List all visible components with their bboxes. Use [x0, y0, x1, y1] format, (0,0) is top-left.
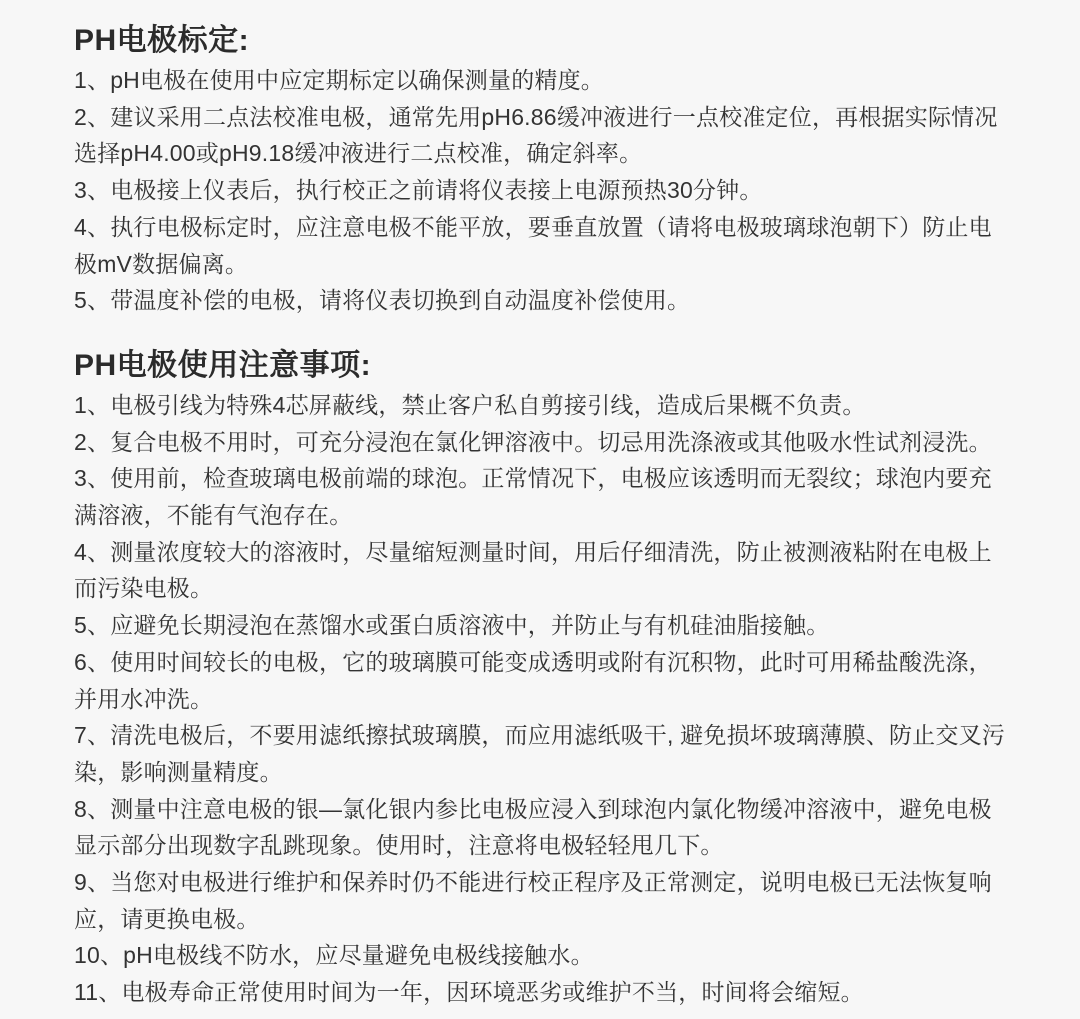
instruction-item: 11、电极寿命正常使用时间为一年，因环境恶劣或维护不当，时间将会缩短。: [74, 979, 864, 1006]
instruction-item: 3、使用前，检查玻璃电极前端的球泡。正常情况下，电极应该透明而无裂纹；球泡内要充满溶液，不能有气泡存在。: [74, 465, 992, 529]
section-precautions: [74, 345, 1014, 1011]
section-calibration: [74, 20, 1014, 319]
instruction-item: 1、电极引线为特殊4芯屏蔽线，禁止客户私自剪接引线，造成后果概不负责。: [74, 391, 866, 418]
instruction-list: [74, 387, 1014, 1011]
instruction-item: 7、清洗电极后，不要用滤纸擦拭玻璃膜，而应用滤纸吸干, 避免损坏玻璃薄膜、防止交叉污染，影响测量精度。: [74, 722, 1005, 785]
instruction-item: 6、使用时间较长的电极，它的玻璃膜可能变成透明或附有沉积物，此时可用稀盐酸洗涤，并用水冲洗。: [74, 648, 992, 712]
instruction-item: 2、复合电极不用时，可充分浸泡在氯化钾溶液中。切忌用洗涤液或其他吸水性试剂浸洗。: [74, 428, 992, 455]
instruction-item: 9、当您对电极进行维护和保养时仍不能进行校正程序及正常测定，说明电极已无法恢复响应，请更换电极。: [74, 869, 992, 932]
section-title: PH电极标定:: [74, 24, 250, 57]
instruction-item: 4、测量浓度较大的溶液时，尽量缩短测量时间，用后仔细清洗，防止被测液粘附在电极上而污染电极。: [74, 538, 992, 602]
section-title: PH电极使用注意事项:: [74, 348, 372, 382]
instruction-item: 1、pH电极在使用中应定期标定以确保测量的精度。: [74, 67, 604, 93]
instruction-item: 4、执行电极标定时，应注意电极不能平放，要垂直放置（请将电极玻璃球泡朝下）防止电极mV数据偏离。: [74, 213, 992, 277]
instruction-item: 10、pH电极线不防水，应尽量避免电极线接触水。: [74, 942, 594, 969]
instruction-item: 5、应避免长期浸泡在蒸馏水或蛋白质溶液中，并防止与有机硅油脂接触。: [74, 612, 830, 639]
instruction-item: 5、带温度补偿的电极，请将仪表切换到自动温度补偿使用。: [74, 287, 691, 314]
instruction-list: [74, 62, 1014, 319]
instruction-item: 3、电极接上仪表后，执行校正之前请将仪表接上电源预热30分钟。: [74, 177, 763, 204]
instruction-item: 2、建议采用二点法校准电极，通常先用pH6.86缓冲液进行一点校准定位，再根据实际情况选择pH4.00或pH9.18缓冲液进行二点校准，确定斜率。: [74, 103, 998, 167]
instruction-item: 8、测量中注意电极的银—氯化银内参比电极应浸入到球泡内氯化物缓冲溶液中，避免电极显示部分出现数字乱跳现象。使用时，注意将电极轻轻甩几下。: [74, 795, 992, 859]
